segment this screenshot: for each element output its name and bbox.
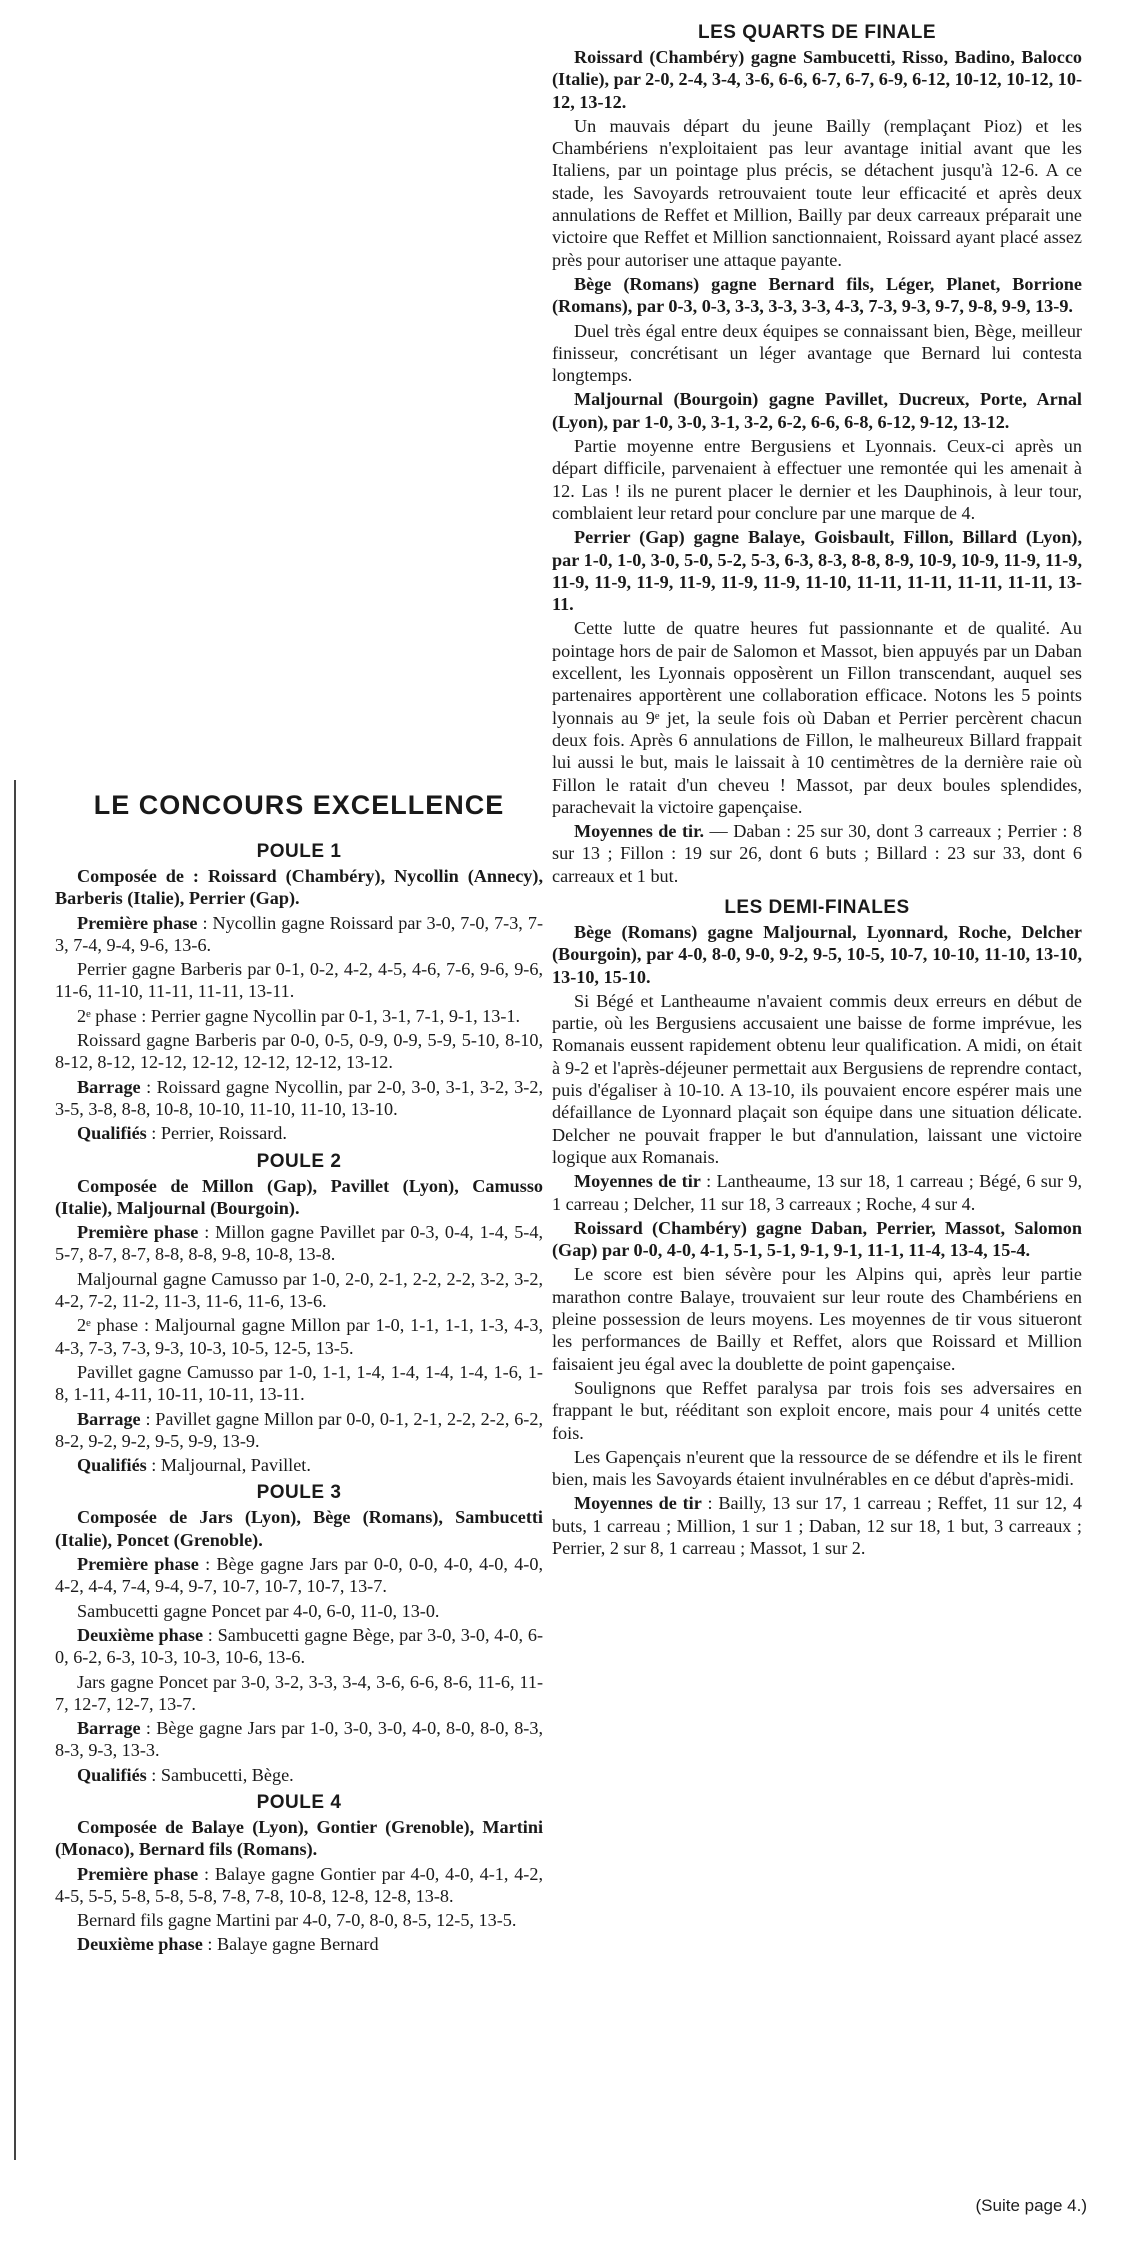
paragraph (55, 1005, 543, 1027)
paragraph (552, 990, 1082, 1168)
quarts-heading: LES QUARTS DE FINALE (697, 22, 936, 43)
paragraph-text: Sambucetti gagne Poncet par 4-0, 6-0, 11-0, 13-0. (77, 1600, 440, 1621)
paragraph (55, 1361, 543, 1406)
paragraph-text: Cette lutte de quatre heures fut passionnante et de qualité. Au pointage hors de pair de Salomon et Massot, bien appuyés par un Daban excellent, les Lyonnais opposèrent un Fillon transcendant, auquel ses partenaires apportèrent une collaboration efficace. Notons les 5 points lyonnais au 9ᵉ jet, la seule fois où Daban et Perrier percèrent chacun deux fois. Après 6 annulations de Fillon, le malheureux Billard frappait lui aussi le but, mais le laissait à 10 centimètres de la dernière raie où Fillon le ratait d'un cheveu ! Massot, par deux boules splendides, parachevait la victoire gapençaise. (552, 618, 1082, 817)
paragraph-text: : Nycollin gagne Roissard par 3-0, 7-0, 7-3, 7-3, 7-4, 9-4, 9-6, 13-6. (55, 912, 544, 955)
poule3-body (55, 1506, 543, 1786)
continued-note: (Suite page 4.) (975, 2196, 1087, 2215)
quarts-body (552, 46, 1082, 887)
paragraph-lead: Première phase (77, 912, 198, 933)
paragraph (55, 1863, 543, 1908)
paragraph-lead: Bège (Romans) gagne Maljournal, Lyonnard, Roche, Delcher (Bourgoin), par 4-0, 8-0, 9-0, 9-2, 9-5, 10-5, 10-7, 10-10, 11-10, 13-10, 13-10, 15-10. (552, 921, 1082, 987)
concours-title: LE CONCOURS EXCELLENCE (93, 790, 505, 820)
paragraph-lead: Deuxième phase (77, 1934, 203, 1955)
paragraph-lead: Qualifiés (77, 1764, 147, 1785)
paragraph (55, 1408, 543, 1453)
paragraph-text: 2ᵉ phase : Perrier gagne Nycollin par 0-1, 3-1, 7-1, 9-1, 13-1. (77, 1005, 521, 1026)
poule1-heading: POULE 1 (256, 841, 342, 862)
demi-body (552, 921, 1082, 1559)
paragraph (55, 1624, 543, 1669)
poule4-heading: POULE 4 (256, 1791, 342, 1813)
paragraph-lead: Première phase (77, 1554, 199, 1575)
paragraph-text: Maljournal gagne Camusso par 1-0, 2-0, 2-1, 2-2, 2-2, 3-2, 3-2, 4-2, 7-2, 11-2, 11-3, 11-6, 11-6, 13-6. (55, 1268, 543, 1312)
paragraph (552, 1377, 1082, 1444)
paragraph-lead: Maljournal (Bourgoin) gagne Pavillet, Ducreux, Porte, Arnal (Lyon), par 1-0, 3-0, 3-1, 3-2, 6-2, 6-6, 6-8, 6-12, 9-12, 13-12. (552, 389, 1082, 432)
paragraph (552, 1217, 1082, 1262)
paragraph-text: Un mauvais départ du jeune Bailly (remplaçant Pioz) et les Chambériens n'exploitaient pas leur avantage initial avant que les Italiens, par un pointage plus précis, se détachent jusqu'à 12-6. A ce stade, les Savoyards retrouvaient toute leur efficacité et après deux annulations de Reffet et Million, Bailly par deux carreaux préparait une victoire que Reffet et Million sanctionnaient, Roissard ayant placé assez près pour autoriser une attaque payante. (552, 115, 1082, 270)
paragraph (55, 1175, 543, 1220)
column-rule (14, 780, 16, 2160)
paragraph-lead: Moyennes de tir (574, 1493, 702, 1514)
paragraph-text: : Lantheaume, 13 sur 18, 1 carreau ; Bégé, 6 sur 9, 1 carreau ; Delcher, 11 sur 18, 3 carreaux ; Roche, 4 sur 4. (552, 1171, 1082, 1214)
paragraph-text: : Bège gagne Jars par 0-0, 0-0, 4-0, 4-0, 4-0, 4-2, 4-4, 7-4, 9-4, 9-7, 10-7, 10-7, 10-7, 13-7. (55, 1554, 544, 1597)
paragraph (552, 1170, 1082, 1215)
paragraph (55, 1454, 543, 1476)
paragraph-text: : Balaye gagne Gontier par 4-0, 4-0, 4-1, 4-2, 4-5, 5-5, 5-8, 5-8, 5-8, 7-8, 7-8, 10-8, 12-8, 12-8, 13-8. (55, 1863, 543, 1906)
paragraph (55, 1122, 543, 1144)
paragraph-text: Pavillet gagne Camusso par 1-0, 1-1, 1-4, 1-4, 1-4, 1-4, 1-6, 1-8, 1-11, 4-11, 10-11, 10-11, 13-11. (55, 1361, 543, 1405)
paragraph-text: : Perrier, Roissard. (146, 1123, 287, 1144)
paragraph-text: : Roissard gagne Nycollin, par 2-0, 3-0, 3-1, 3-2, 3-2, 3-5, 3-8, 8-8, 10-8, 10-10, 11-10, 11-10, 13-10. (55, 1076, 543, 1119)
paragraph (55, 1671, 543, 1716)
paragraph (552, 820, 1082, 887)
paragraph-lead: Barrage (77, 1718, 141, 1739)
paragraph-text: : Sambucetti gagne Bège, par 3-0, 3-0, 4-0, 6-0, 6-2, 6-3, 10-3, 10-3, 10-6, 13-6. (55, 1624, 544, 1668)
paragraph-lead: Qualifiés (77, 1123, 147, 1144)
paragraph-text: — Daban : 25 sur 30, dont 3 carreaux ; Perrier : 8 sur 13 ; Fillon : 19 sur 26, dont 6 buts ; Billard : 23 sur 33, dont 6 carreaux et 1 but. (552, 821, 1082, 886)
paragraph-lead: Première phase (77, 1222, 199, 1243)
paragraph (552, 1263, 1082, 1374)
paragraph (552, 46, 1082, 113)
paragraph-text: : Balaye gagne Bernard (202, 1934, 379, 1955)
paragraph (552, 1446, 1082, 1491)
paragraph (55, 1029, 543, 1074)
paragraph-lead: Deuxième phase (77, 1624, 204, 1645)
left-column (55, 780, 543, 1958)
paragraph-lead: Barrage (77, 1076, 141, 1097)
paragraph (55, 912, 543, 957)
paragraph (552, 320, 1082, 387)
paragraph-lead: Composée de Millon (Gap), Pavillet (Lyon), Camusso (Italie), Maljournal (Bourgoin). (55, 1175, 543, 1218)
paragraph (55, 1816, 543, 1861)
paragraph-text: Soulignons que Reffet paralysa par trois fois ses adversaires en frappant le but, rééditant son exploit encore, mais pour 4 unités cette fois. (552, 1377, 1082, 1443)
paragraph-text: Roissard gagne Barberis par 0-0, 0-5, 0-9, 0-9, 5-9, 5-10, 8-10, 8-12, 8-12, 12-12, 12-12, 12-12, 12-12, 13-12. (55, 1030, 543, 1073)
paragraph-text: Duel très égal entre deux équipes se connaissant bien, Bège, meilleur finisseur, concrétisant un léger avantage que Bernard lui contesta longtemps. (552, 320, 1082, 386)
paragraph (552, 115, 1082, 271)
paragraph (55, 1717, 543, 1762)
paragraph (552, 1492, 1082, 1559)
paragraph (55, 1314, 543, 1359)
paragraph-lead: Composée de Balaye (Lyon), Gontier (Grenoble), Martini (Monaco), Bernard fils (Romans). (55, 1816, 543, 1860)
paragraph (55, 1764, 543, 1786)
paragraph-text: : Bailly, 13 sur 17, 1 carreau ; Reffet, 11 sur 12, 4 buts, 1 carreau ; Million, 1 sur 1 ; Daban, 12 sur 18, 1 but, 3 carreaux ; Perrier, 2 sur 8, 1 carreau ; Massot, 1 sur 2. (552, 1493, 1082, 1558)
paragraph-text: Si Bégé et Lantheaume n'avaient commis deux erreurs en début de partie, où les Bergusiens accusaient une baisse de forme imprévue, les Romanais eussent rapidement obtenu leur qualification. A midi, on était à 9-2 et l'après-déjeuner permettait aux Bergusiens de reprendre contact, puis d'égaliser à 10-10. A 13-10, ils pouvaient encore espérer mais une défaillance de Lyonnard plaçait son équipe dans une situation délicate. Delcher ne pouvait frapper le but d'annulation, laissant une victoire logique aux Romanais. (552, 990, 1082, 1167)
paragraph-text: : Pavillet gagne Millon par 0-0, 0-1, 2-1, 2-2, 2-2, 6-2, 8-2, 9-2, 9-2, 9-5, 9-9, 13-9. (55, 1408, 543, 1451)
paragraph-text: Jars gagne Poncet par 3-0, 3-2, 3-3, 3-4, 3-6, 6-6, 8-6, 11-6, 11-7, 12-7, 12-7, 13-7. (55, 1671, 543, 1714)
paragraph-text: Les Gapençais n'eurent que la ressource de se défendre et ils le firent bien, mais les Savoyards étaient invulnérables en ce début d'après-midi. (552, 1446, 1082, 1490)
poule4-body (55, 1816, 543, 1956)
paragraph-text: Perrier gagne Barberis par 0-1, 0-2, 4-2, 4-5, 4-6, 7-6, 9-6, 9-6, 11-6, 11-10, 11-11, 11-11, 13-11. (55, 959, 543, 1002)
paragraph (55, 1506, 543, 1551)
paragraph (55, 1221, 543, 1266)
paragraph (552, 526, 1082, 615)
demi-heading: LES DEMI-FINALES (724, 896, 910, 918)
paragraph-text: Bernard fils gagne Martini par 4-0, 7-0, 8-0, 8-5, 12-5, 13-5. (77, 1910, 517, 1931)
paragraph-text: : Bège gagne Jars par 1-0, 3-0, 3-0, 4-0, 8-0, 8-0, 8-3, 8-3, 9-3, 13-3. (55, 1718, 543, 1761)
paragraph (552, 921, 1082, 988)
paragraph (55, 1933, 543, 1955)
poule3-heading: POULE 3 (256, 1482, 342, 1504)
paragraph-lead: Moyennes de tir. (574, 821, 705, 842)
poule2-heading: POULE 2 (256, 1150, 342, 1172)
paragraph-lead: Moyennes de tir (574, 1171, 701, 1192)
poule2-body (55, 1175, 543, 1477)
paragraph (55, 1268, 543, 1313)
paragraph-text: 2ᵉ phase : Maljournal gagne Millon par 1-0, 1-1, 1-1, 1-3, 4-3, 4-3, 7-3, 7-3, 9-3, 10-3, 10-5, 12-5, 13-5. (55, 1315, 543, 1358)
paragraph (55, 1600, 543, 1622)
poule1-body (55, 865, 543, 1145)
paragraph-lead: Perrier (Gap) gagne Balaye, Goisbault, Fillon, Billard (Lyon), par 1-0, 1-0, 3-0, 5-0, 5-2, 5-3, 6-3, 8-3, 8-8, 8-9, 10-9, 10-9, 11-9, 11-9, 11-9, 11-9, 11-9, 11-9, 11-9, 11-9, 11-10, 11-11, 11-11, 11-11, 11-11, 13-11. (552, 527, 1082, 615)
paragraph-lead: Composée de Jars (Lyon), Bège (Romans), Sambucetti (Italie), Poncet (Grenoble). (55, 1507, 543, 1550)
paragraph (55, 1076, 543, 1121)
paragraph (55, 1553, 543, 1598)
paragraph-lead: Bège (Romans) gagne Bernard fils, Léger, Planet, Borrione (Romans), par 0-3, 0-3, 3-3, 3-3, 3-3, 4-3, 7-3, 9-3, 9-7, 9-8, 9-9, 13-9. (552, 273, 1082, 317)
paragraph-text: : Maljournal, Pavillet. (146, 1455, 311, 1476)
paragraph (55, 958, 543, 1003)
paragraph-lead: Roissard (Chambéry) gagne Sambucetti, Risso, Badino, Balocco (Italie), par 2-0, 2-4, 3-4, 3-6, 6-6, 6-7, 6-7, 6-9, 6-12, 10-12, 10-12, 10-12, 13-12. (552, 47, 1082, 112)
paragraph (552, 273, 1082, 318)
paragraph (55, 865, 543, 910)
paragraph-lead: Barrage (77, 1408, 141, 1429)
paragraph (552, 435, 1082, 524)
paragraph (552, 617, 1082, 818)
paragraph (55, 1909, 543, 1931)
paragraph-text: : Millon gagne Pavillet par 0-3, 0-4, 1-4, 5-4, 5-7, 8-7, 8-7, 8-8, 8-8, 9-8, 10-8, 13-8. (55, 1222, 544, 1265)
paragraph-text: : Sambucetti, Bège. (146, 1764, 294, 1785)
paragraph (552, 388, 1082, 433)
paragraph-lead: Première phase (77, 1863, 199, 1884)
paragraph-text: Le score est bien sévère pour les Alpins qui, après leur partie marathon contre Balaye, trouvaient sur leur route des Chambériens en pleine possession de leurs moyens. Les moyennes de tir vous situeront les performances de Bailly et Reffet, alors que Roissard et Million faisaient jeu égal avec la doublette de point gapençaise. (552, 1264, 1082, 1374)
paragraph-lead: Qualifiés (77, 1455, 147, 1476)
paragraph-lead: Roissard (Chambéry) gagne Daban, Perrier, Massot, Salomon (Gap) par 0-0, 4-0, 4-1, 5-1, 5-1, 9-1, 9-1, 11-1, 11-4, 13-4, 15-4. (552, 1217, 1082, 1261)
paragraph-text: Partie moyenne entre Bergusiens et Lyonnais. Ceux-ci après un départ difficile, parvenaient à effectuer une remontée qui les amenait à 12. Las ! ils ne purent placer le dernier et les Dauphinois, à leur tour, comblaient leur retard pour conclure par une marque de 4. (552, 436, 1082, 523)
right-column (552, 18, 1082, 1561)
paragraph-lead: Composée de : Roissard (Chambéry), Nycollin (Annecy), Barberis (Italie), Perrier (Gap). (55, 866, 543, 909)
